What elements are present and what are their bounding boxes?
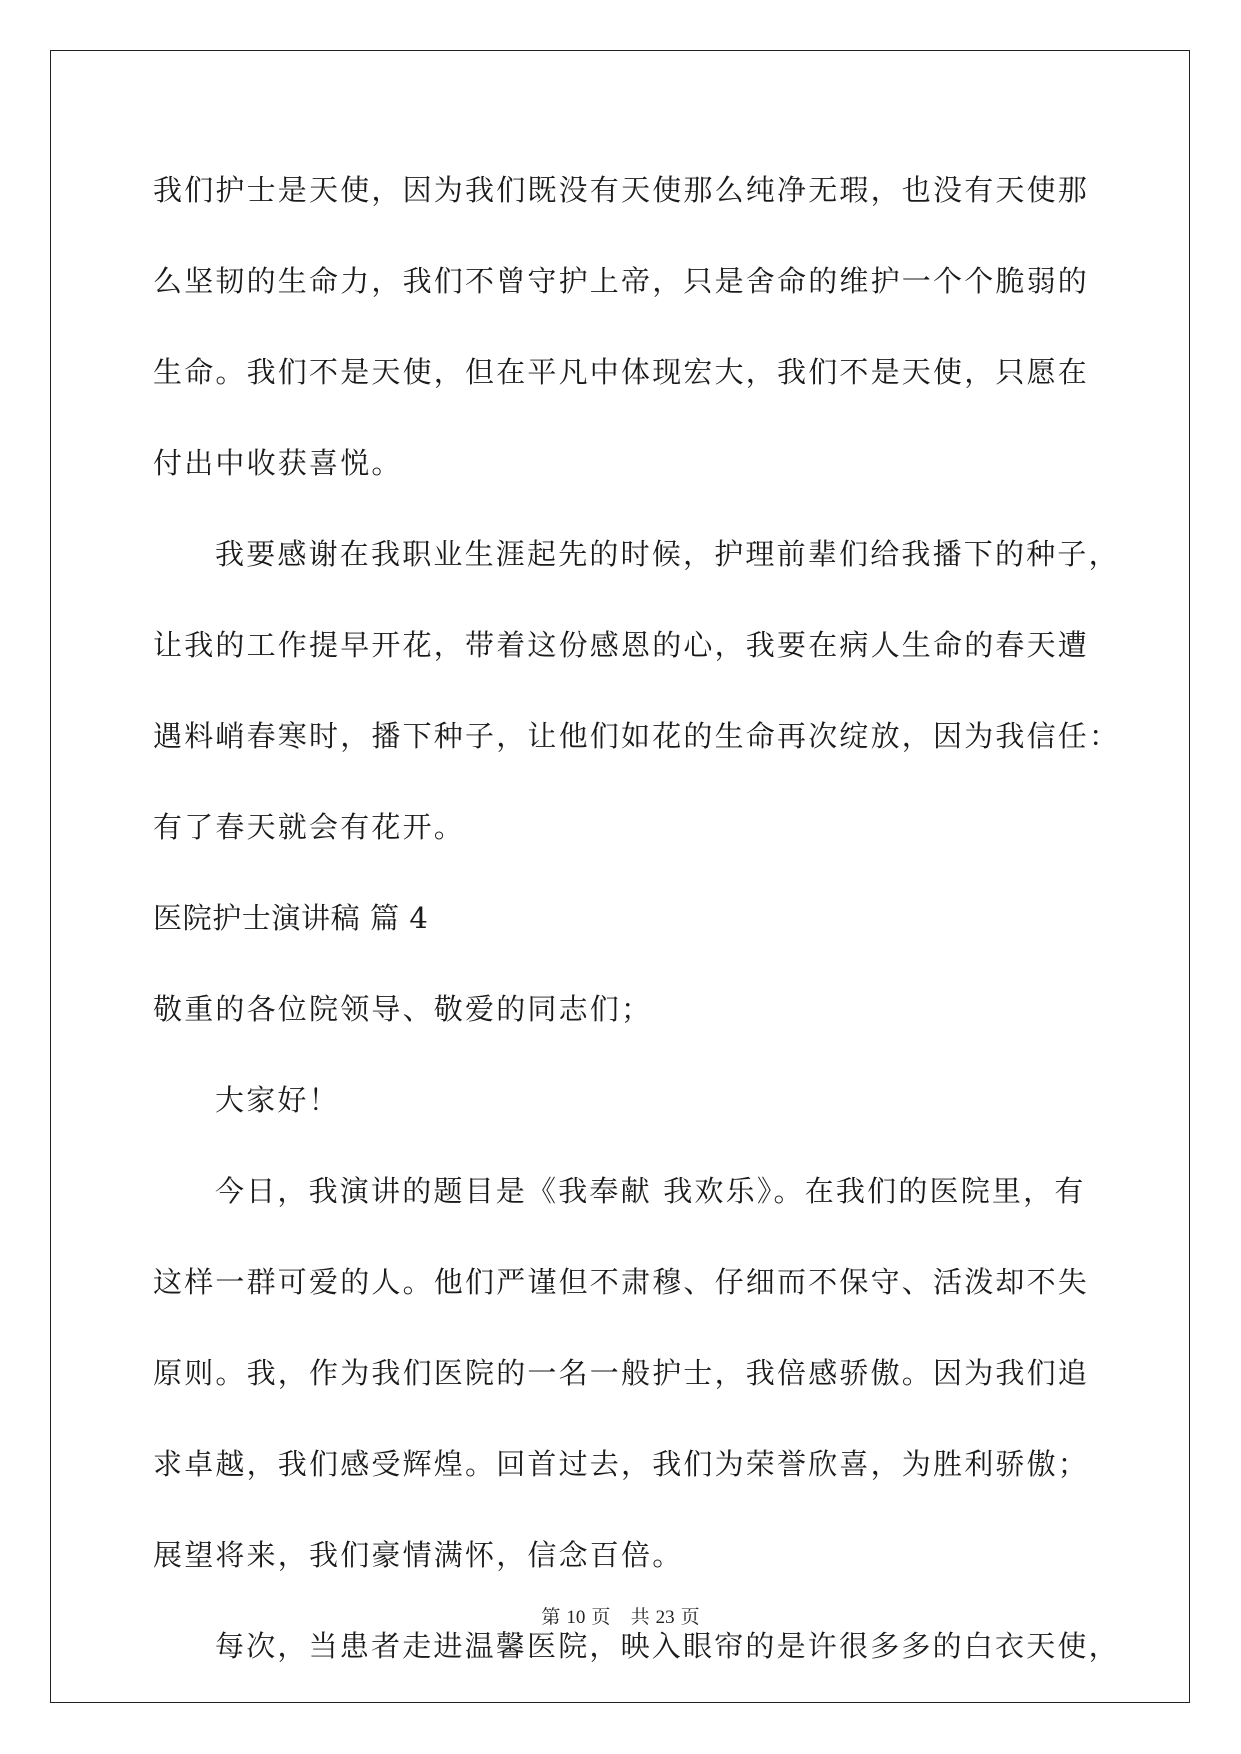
paragraph-line: 有了春天就会有花开。: [153, 810, 466, 844]
page-unit: 页: [591, 1607, 611, 1628]
paragraph-line: 我要感谢在我职业生涯起先的时候，护理前辈们给我播下的种子，: [215, 537, 1120, 571]
paragraph-line: 我们护士是天使，因为我们既没有天使那么纯净无瑕，也没有天使那: [153, 173, 1090, 207]
page-footer: [0, 1602, 1241, 1629]
paragraph-line: 让我的工作提早开花，带着这份感恩的心，我要在病人生命的春天遭: [153, 628, 1090, 662]
paragraph-line: 付出中收获喜悦。: [153, 446, 403, 480]
paragraph-line: 么坚韧的生命力，我们不曾守护上帝，只是舍命的维护一个个脆弱的: [153, 264, 1090, 298]
paragraph-line: 原则。我，作为我们医院的一名一般护士，我倍感骄傲。因为我们追: [153, 1356, 1090, 1390]
paragraph-line: 今日，我演讲的题目是《我奉献 我欢乐》。在我们的医院里，有: [215, 1174, 1086, 1208]
total-label: 共: [630, 1607, 650, 1628]
greeting: 大家好！: [215, 1083, 340, 1117]
section-title: 医院护士演讲稿 篇 4: [153, 901, 429, 935]
paragraph-line: 每次，当患者走进温馨医院，映入眼帘的是许很多多的白衣天使，: [215, 1629, 1120, 1663]
page-label: 第: [541, 1607, 561, 1628]
page-number: 10: [566, 1607, 586, 1628]
document-body: [153, 160, 1121, 1707]
total-unit: 页: [680, 1607, 700, 1628]
paragraph-line: 展望将来，我们豪情满怀，信念百倍。: [153, 1538, 684, 1572]
paragraph-line: 这样一群可爱的人。他们严谨但不肃穆、仔细而不保守、活泼却不失: [153, 1265, 1090, 1299]
total-pages: 23: [655, 1607, 675, 1628]
paragraph-line: 遇料峭春寒时，播下种子，让他们如花的生命再次绽放，因为我信任：: [153, 719, 1121, 753]
paragraph-line: 求卓越，我们感受辉煌。回首过去，我们为荣誉欣喜，为胜利骄傲；: [153, 1447, 1090, 1481]
paragraph-line: 生命。我们不是天使，但在平凡中体现宏大，我们不是天使，只愿在: [153, 355, 1090, 389]
salutation: 敬重的各位院领导、敬爱的同志们；: [153, 992, 653, 1026]
